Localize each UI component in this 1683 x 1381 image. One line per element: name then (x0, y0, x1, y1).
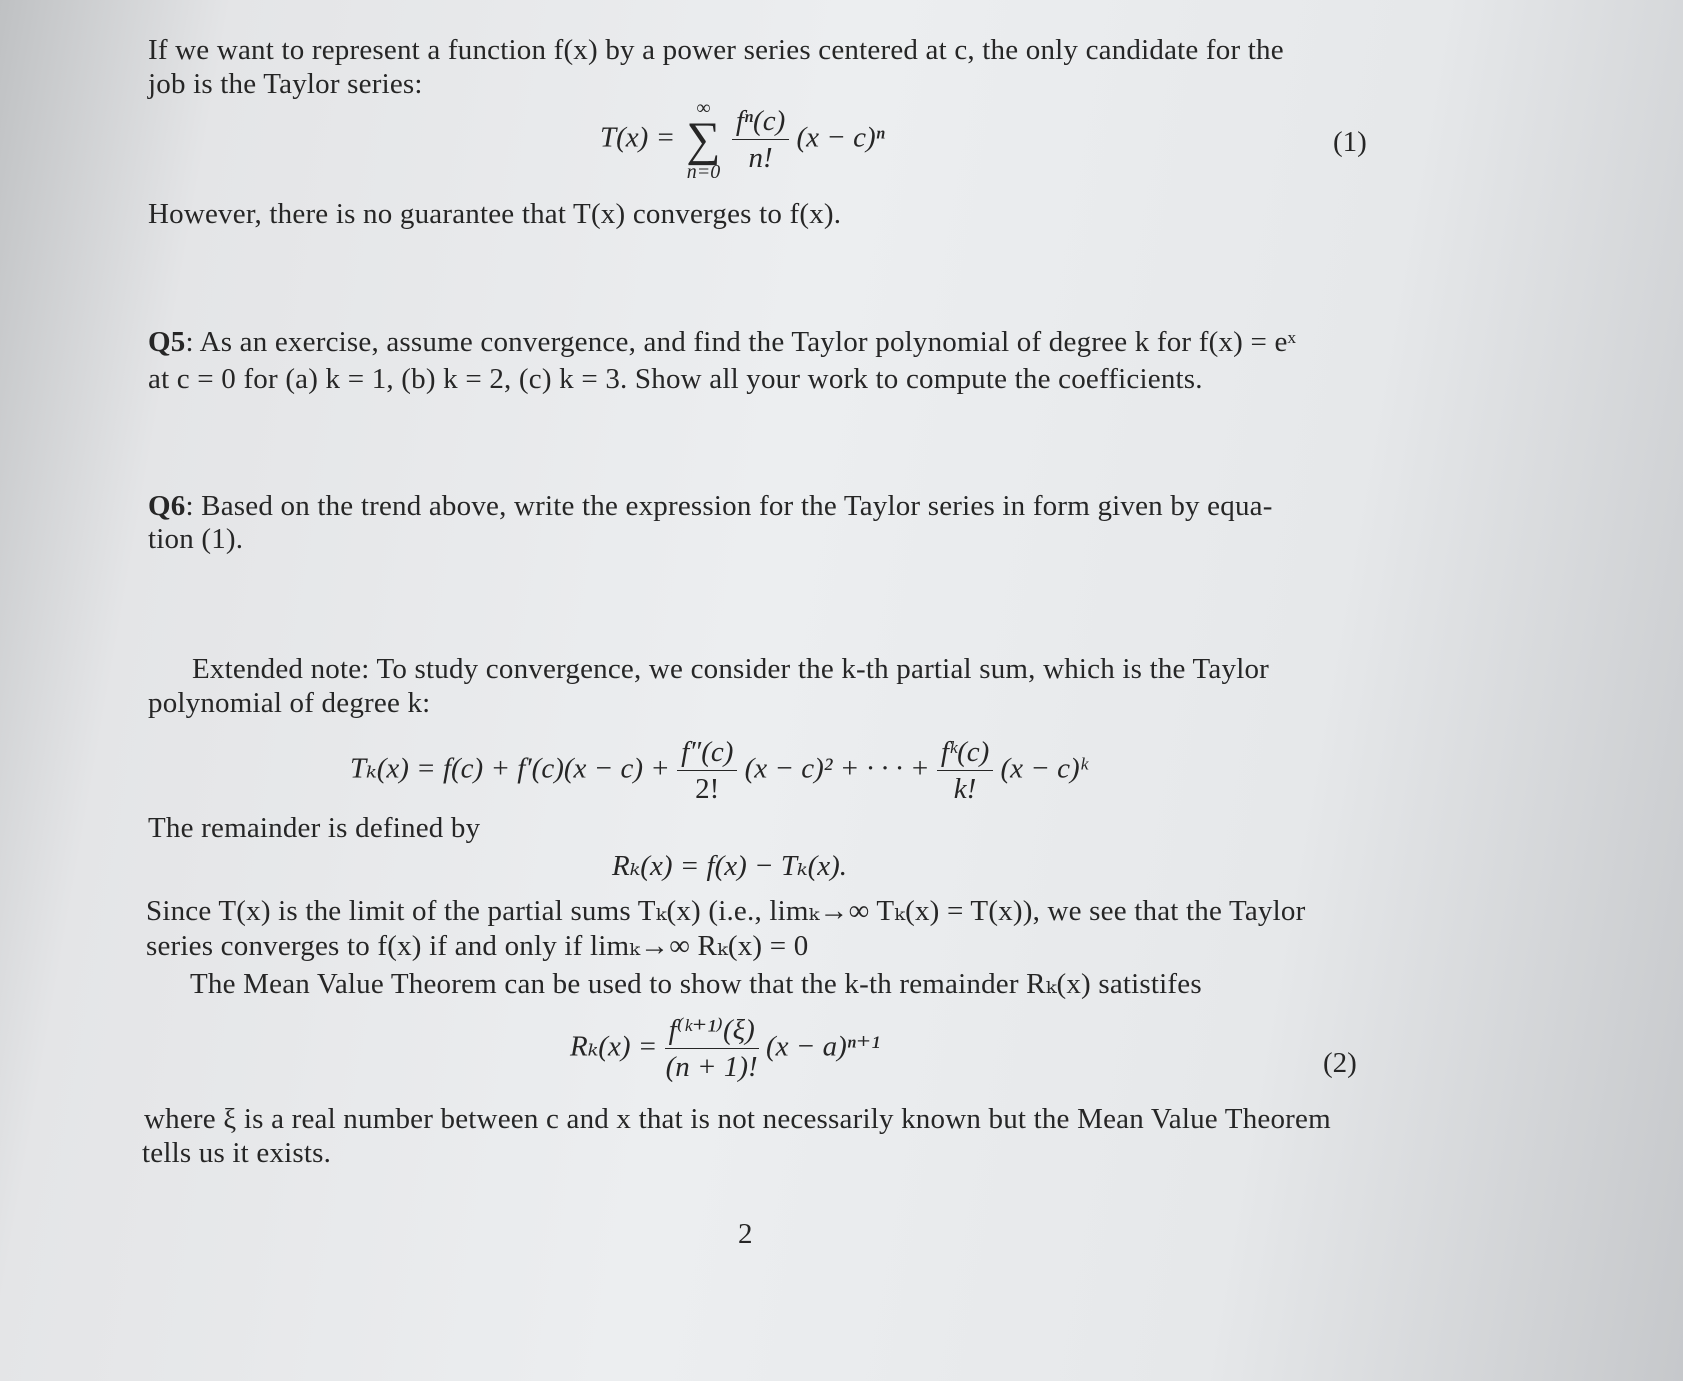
extended-note-line-2: polynomial of degree k: (148, 687, 431, 719)
eq-tk-lhs: Tₖ(x) = f(c) + f′(c)(x − c) + (350, 752, 670, 785)
q5-label: Q5 (148, 326, 186, 358)
eq1-fraction (732, 107, 789, 173)
equation-taylor-series (600, 98, 885, 182)
eq1-lhs: T(x) = (600, 121, 676, 154)
intro-line-2: job is the Taylor series: (148, 68, 423, 100)
eq-tk-fraction-2 (937, 738, 993, 804)
page-number: 2 (738, 1218, 753, 1250)
q5-line-2: at c = 0 for (a) k = 1, (b) k = 2, (c) k = 3. Show all your work to compute the coefficients. (148, 363, 1203, 395)
where-line-1: where ξ is a real number between c and x that is not necessarily known but the Mean Value Theorem (144, 1103, 1331, 1135)
equation-number-2: (2) (1323, 1047, 1357, 1079)
eq2-lhs: Rₖ(x) = (570, 1030, 658, 1063)
eq2-fraction (665, 1016, 759, 1082)
remainder-definition-line: The remainder is defined by (148, 812, 481, 844)
eq-tk-rhs: (x − c)ᵏ (1000, 752, 1088, 785)
since-line-2: series converges to f(x) if and only if limₖ→∞ Rₖ(x) = 0 (146, 930, 809, 962)
however-line: However, there is no guarantee that T(x) converges to f(x). (148, 198, 842, 230)
q5-text-1: : As an exercise, assume convergence, and find the Taylor polynomial of degree k for f(x) = eˣ (185, 326, 1297, 358)
eq-tk-frac1-den: 2! (695, 773, 720, 805)
q6-text-1: : Based on the trend above, write the expression for the Taylor series in form given by equa- (185, 490, 1273, 522)
eq1-frac-den: n! (748, 142, 773, 174)
extended-note-line-1: Extended note: To study convergence, we consider the k-th partial sum, which is the Taylor (192, 653, 1270, 685)
eq2-rhs: (x − a)ⁿ⁺¹ (766, 1030, 880, 1063)
eq-tk-mid: (x − c)² + · · · + (744, 752, 930, 785)
eq1-summation: ∞ ∑ n=0 (686, 97, 721, 183)
eq-tk-fraction-1 (677, 738, 737, 804)
eq1-sum-lower: n=0 (686, 161, 721, 183)
eq-tk-frac1-num: f″(c) (677, 738, 737, 771)
q6-label: Q6 (148, 490, 186, 522)
eq1-sum-upper: ∞ (696, 97, 711, 119)
mvt-line: The Mean Value Theorem can be used to show that the k-th remainder Rₖ(x) satistifes (190, 968, 1202, 1000)
q5-line-1 (148, 324, 1296, 360)
equation-number-1: (1) (1333, 126, 1367, 158)
equation-remainder: Rₖ(x) = f(x) − Tₖ(x). (612, 850, 848, 882)
equation-taylor-polynomial (350, 738, 1088, 804)
equation-remainder-mvt (570, 1016, 880, 1082)
eq2-frac-num: f⁽ᵏ⁺¹⁾(ξ) (665, 1016, 759, 1049)
q6-line-2: tion (1). (148, 523, 244, 555)
since-line-1: Since T(x) is the limit of the partial sums Tₖ(x) (i.e., limₖ→∞ Tₖ(x) = T(x)), we see that the Taylor (146, 895, 1306, 927)
eq2-frac-den: (n + 1)! (665, 1051, 758, 1083)
eq-tk-frac2-num: fᵏ(c) (937, 738, 993, 771)
eq-tk-frac2-den: k! (953, 773, 977, 805)
eq1-rhs: (x − c)ⁿ (796, 121, 885, 154)
intro-line-1: If we want to represent a function f(x) by a power series centered at c, the only candidate for the (148, 34, 1284, 66)
q6-line-1 (148, 488, 1273, 524)
eq1-frac-num: fⁿ(c) (732, 107, 789, 140)
where-line-2: tells us it exists. (142, 1137, 332, 1169)
